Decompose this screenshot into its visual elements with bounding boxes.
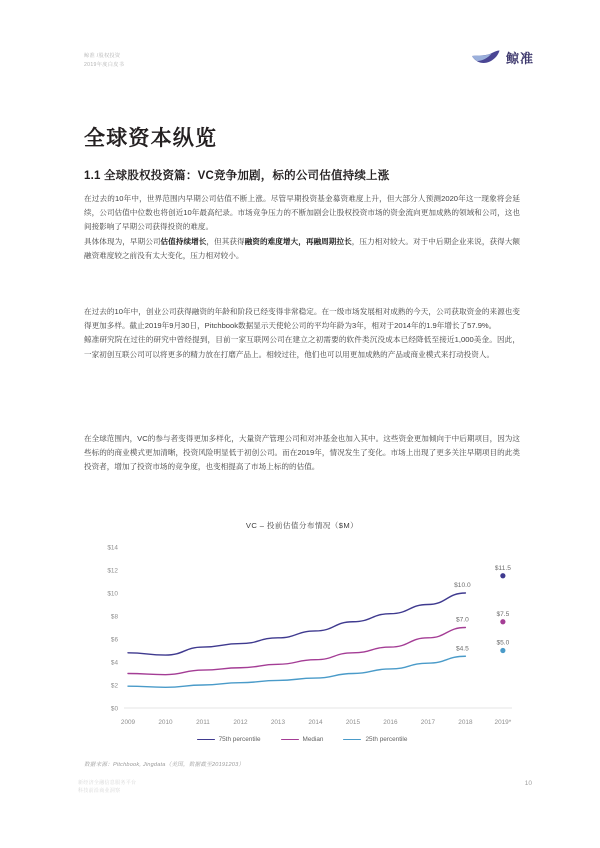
paragraph-block-2: [84, 305, 520, 362]
chart-title: VC – 投前估值分布情况（$M）: [245, 521, 359, 530]
whale-icon: [471, 49, 501, 67]
chart-projection-point: [500, 619, 505, 624]
brand-name: 鲸准: [505, 51, 534, 66]
paragraph-block-3: [84, 432, 520, 475]
paragraph-3-text: 在全球范围内，VC的参与者变得更加多样化，大量资产管理公司和对冲基金也加入其中。这些资金更加倾向于中后期项目，因为这些标的的商业模式更加清晰，投资风险明显低于初创公司。而在2019年，情况发生了变化。市场上出现了更多关注早期项目的此类投资者，增加了投资市场的竞争度，也变相提高了市场上标的的估值。: [84, 434, 520, 472]
chart-series-line: [128, 593, 465, 655]
footer-line-1: 新经济全融信息服务平台: [78, 780, 137, 786]
paragraph-1b-bold-1: 估值持续增长: [160, 236, 207, 246]
chart-series-line: [128, 656, 465, 687]
footer-line-2: 科技前沿商业洞察: [78, 788, 121, 794]
legend-item[interactable]: [197, 736, 261, 743]
legend-item[interactable]: [281, 736, 324, 743]
x-axis-tick-label: 2013: [270, 719, 286, 726]
chart-legend: [84, 736, 520, 743]
y-axis-tick-label: $8: [110, 613, 118, 621]
header-line-2: 2019年度白皮书: [84, 62, 125, 68]
legend-color-swatch: [343, 739, 361, 741]
legend-label: Median: [302, 736, 324, 743]
line-chart: [84, 537, 520, 732]
x-axis-tick-label: 2018: [458, 719, 473, 726]
legend-item[interactable]: [343, 736, 407, 743]
brand-logo-group: [471, 48, 534, 67]
x-axis-tick-label: 2017: [420, 719, 436, 726]
x-axis-tick-label: 2010: [158, 719, 173, 726]
paragraph-1-text: 在过去的10年中，世界范围内早期公司估值不断上涨。尽管早期投资基金募资难度上升，但大部分人预测2020年这一现象将会延续，公司估值中位数也将创近10年最高纪录。市场竞争压力的不断加剧会让股权投资市场的资金流向更加成熟的领域和公司，这也间接影响了早期公司获得投资的难度。: [84, 194, 520, 232]
chart-container: [84, 520, 520, 760]
y-axis-tick-label: $14: [107, 544, 118, 552]
x-axis-tick-label: 2011: [196, 719, 210, 726]
x-axis-tick-label: 2015: [345, 719, 361, 726]
paragraph-2b-text: 鲸准研究院在过往的研究中曾经提到，目前一家互联网公司在建立之初需要的软件类沉没成本已经降低至接近1,000美金。因此，一家初创互联公司可以将更多的精力放在打磨产品上。相较过往，他们也可以用更加成熟的产品或商业模式来打动投资人。: [84, 335, 520, 359]
y-axis-tick-label: $4: [110, 659, 118, 667]
page-header: [84, 52, 534, 92]
chart-data-label: $4.5: [455, 645, 469, 653]
paragraph-1b-run-3: ，压力相对较大。对于中后期企业来说，获得大额融资难度较之前没有太大变化，压力相对较小。: [84, 236, 521, 260]
y-axis-tick-label: $10: [107, 590, 118, 598]
x-axis-tick-label: 2014: [308, 719, 323, 726]
page-title: 全球资本纵览: [84, 127, 218, 151]
paragraph-block-1: [84, 192, 520, 263]
legend-color-swatch: [197, 739, 215, 741]
x-axis-tick-label: 2012: [233, 719, 248, 726]
x-axis-tick-label: 2009: [120, 719, 136, 726]
paragraph-1b-bold-2: 融资的难度增大，再融周期拉长: [244, 236, 352, 246]
chart-projection-point: [500, 648, 505, 653]
chart-data-label: $7.0: [455, 616, 469, 624]
chart-projection-label: $5.0: [496, 639, 510, 647]
chart-plot-area: [84, 537, 520, 732]
footer-tagline: [78, 779, 136, 795]
chart-projection-point: [500, 573, 505, 578]
y-axis-tick-label: $0: [110, 705, 118, 713]
chart-source-note: 数据来源：Pitchbook, Jingdata（美国，数据截至20191203）: [84, 762, 245, 768]
chart-projection-label: $7.5: [496, 610, 510, 618]
x-axis-tick-label: 2019*: [494, 719, 512, 726]
paragraph-1b-run-2: ，但其获得: [206, 236, 245, 246]
header-line-1: 鲸准 /股权投资: [84, 53, 121, 59]
chart-projection-label: $11.5: [494, 564, 511, 572]
legend-label: 25th percentile: [365, 736, 408, 743]
legend-color-swatch: [281, 739, 299, 741]
x-axis-tick-label: 2016: [383, 719, 398, 726]
y-axis-tick-label: $12: [107, 567, 118, 575]
y-axis-tick-label: $6: [110, 636, 118, 644]
paragraph-1b-run-1: 具体体现为，早期公司: [84, 236, 161, 246]
legend-label: 75th percentile: [218, 736, 261, 743]
paragraph-2-text: 在过去的10年中，创业公司获得融资的年龄和阶段已经变得非常稳定。在一级市场发展相对成熟的今天，公司获取资金的来源也变得更加多样。截止2019年9月30日，Pitchbook数据显示天使轮公司的平均年龄为3年，相对于2014年的1.9年增长了57.9%。: [84, 307, 520, 331]
section-title: 1.1 全球股权投资篇：VC竞争加剧，标的公司估值持续上涨: [84, 169, 390, 182]
chart-data-label: $10.0: [454, 582, 471, 589]
header-publication-info: [84, 52, 124, 70]
y-axis-tick-label: $2: [110, 682, 118, 690]
page-number: 10: [524, 780, 532, 787]
